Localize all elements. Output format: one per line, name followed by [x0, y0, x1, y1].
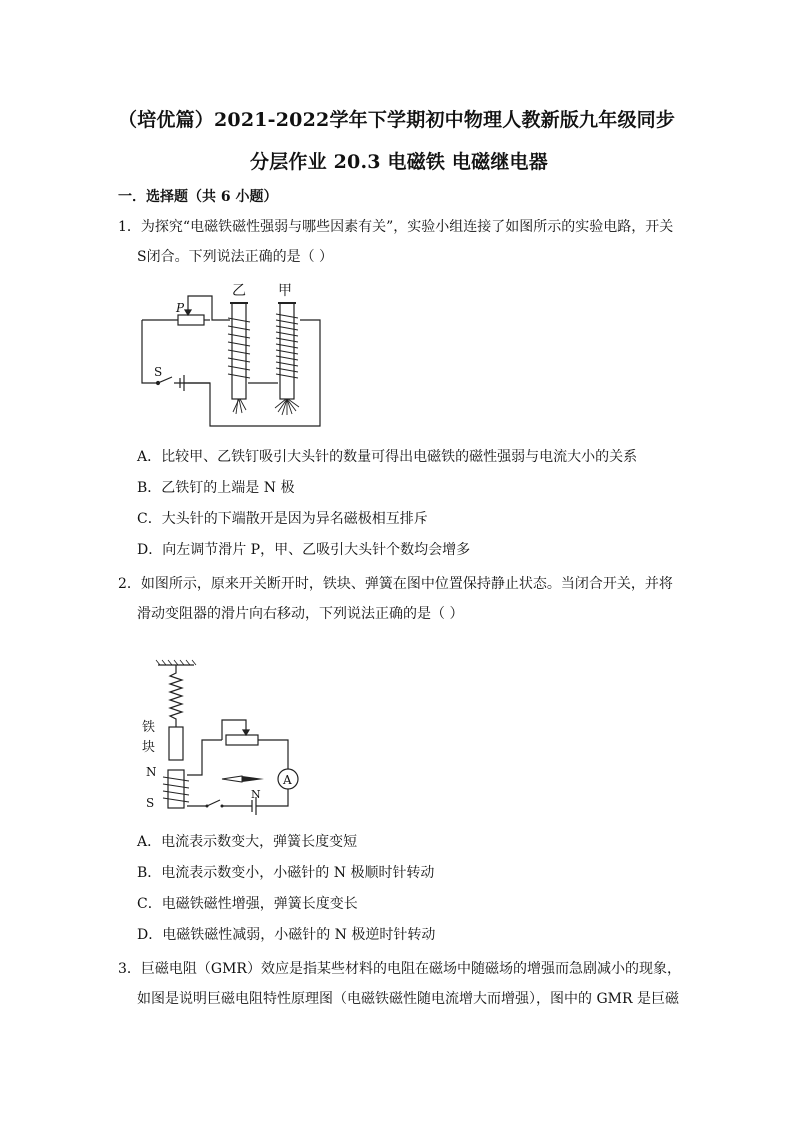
question-2-option-d[interactable]: D．电磁铁磁性减弱，小磁针的 N 极逆时针转动 — [137, 927, 436, 943]
document-title-line-2: 分层作业 20.3 电磁铁 电磁继电器 — [250, 151, 548, 173]
question-3-stem-line-1: 3．巨磁电阻（GMR）效应是指某些材料的电阻在磁场中随磁场的增强而急剧减小的现象， — [118, 961, 681, 977]
question-1-option-d[interactable]: D．向左调节滑片 P，甲、乙吸引大头针个数均会增多 — [137, 542, 471, 558]
question-2-option-c[interactable]: C．电磁铁磁性增强，弹簧长度变长 — [137, 896, 358, 912]
question-2-option-a[interactable]: A．电流表示数变大，弹簧长度变短 — [137, 834, 358, 850]
label-n-top: N — [146, 765, 157, 779]
section-heading: 一．选择题（共 6 小题） — [118, 189, 278, 205]
question-2-stem-line-2: 滑动变阻器的滑片向右移动，下列说法正确的是（ ） — [137, 606, 464, 622]
question-2-stem-line-1: 2．如图所示，原来开关断开时，铁块、弹簧在图中位置保持静止状态。当闭合开关，并将 — [118, 576, 673, 592]
question-1-figure — [130, 278, 330, 433]
pins-jia — [275, 399, 299, 415]
label-s: S — [154, 365, 163, 379]
coil-yi — [228, 318, 250, 378]
document-title-line-1: （培优篇）2021-2022学年下学期初中物理人教新版九年级同步 — [118, 109, 676, 131]
coil-jia — [276, 314, 298, 378]
rheostat — [178, 315, 204, 325]
label-n-needle: N — [251, 788, 261, 801]
pins-yi — [233, 399, 246, 414]
question-2-option-b[interactable]: B．电流表示数变小，小磁针的 N 极顺时针转动 — [137, 865, 435, 881]
iron-block — [169, 727, 183, 760]
label-tie: 铁 — [142, 720, 156, 735]
question-1-option-c[interactable]: C．大头针的下端散开是因为异名磁极相互排斥 — [137, 511, 428, 527]
electromagnet-coil — [163, 777, 189, 802]
question-1-stem-line-1: 1．为探究“电磁铁磁性强弱与哪些因素有关”，实验小组连接了如图所示的实验电路，开关 — [118, 219, 674, 235]
slider-wire — [188, 296, 230, 320]
question-2-figure — [130, 655, 305, 820]
rheostat — [226, 735, 258, 745]
question-1-stem-line-2: S闭合。下列说法正确的是（ ） — [137, 249, 334, 265]
label-jia: 甲 — [278, 283, 292, 299]
question-1-option-b[interactable]: B．乙铁钉的上端是 N 极 — [137, 480, 295, 496]
label-kuai: 块 — [142, 740, 156, 755]
label-s: S — [146, 796, 155, 810]
compass-needle — [222, 776, 264, 782]
spring — [170, 665, 182, 727]
question-1-option-a[interactable]: A．比较甲、乙铁钉吸引大头针的数量可得出电磁铁的磁性强弱与电流大小的关系 — [137, 449, 638, 465]
label-p: P — [176, 301, 185, 315]
switch-lever — [207, 800, 220, 806]
electromagnet-core — [168, 770, 184, 808]
label-a: A — [283, 773, 292, 787]
wire-bottom-right — [174, 320, 320, 426]
question-3-stem-line-2: 如图是说明巨磁电阻特性原理图（电磁铁磁性随电流增大而增强），图中的 GMR 是巨磁 — [137, 991, 679, 1007]
label-yi: 乙 — [232, 283, 246, 299]
